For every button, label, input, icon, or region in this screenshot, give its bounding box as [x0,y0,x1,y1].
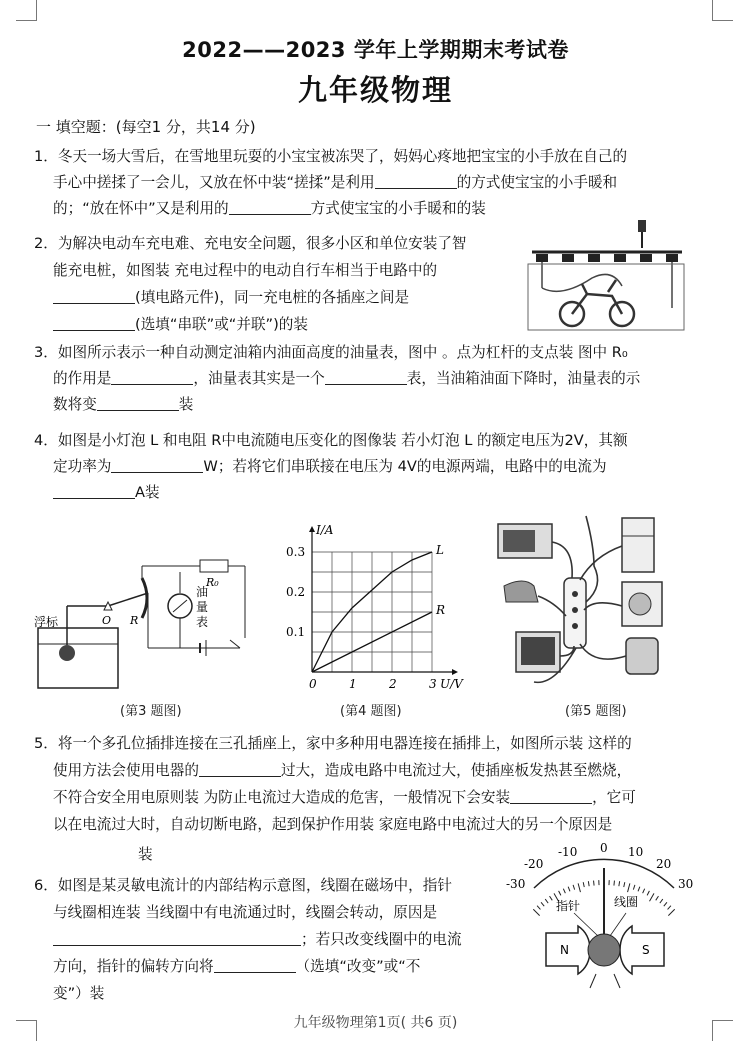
q3-text: 装 [178,396,194,413]
scale-label: 10 [628,845,644,859]
magnet-n-label: N [560,943,569,957]
q3-text: 表，当油箱油面下降时，油量表的示 [406,370,641,387]
figure-3-caption: (第3 题图) [120,704,182,719]
q2-text: (填电路元件)，同一充电桩的各插座之间是 [135,289,410,306]
x-tick-label: 2 [389,677,397,691]
question-2 [34,230,524,338]
q1-text: 的方式使宝宝的小手暖和 [456,174,618,191]
q1-line2 [34,170,724,196]
y-tick-label: 0.3 [286,545,306,559]
q4-text: W；若将它们串联接在电压为 4V的电源两端，电路中的电流为 [203,458,607,475]
oil-gauge-diagram [30,548,255,693]
q2-line2: 能充电桩，如图装 充电过程中的电动自行车相当于电路中的 [53,262,438,279]
q3-text: ，油量表其实是一个 [193,370,325,387]
meter-label: 表 [196,615,209,629]
scale-tick [578,883,580,892]
meter-label: 油 [196,585,209,599]
answer-blank[interactable] [325,367,407,385]
resistor-r0-label: R₀ [206,576,219,589]
x-axis-arrow [452,669,458,675]
q6-line4 [34,953,504,980]
scale-tick [668,906,671,910]
answer-blank[interactable] [53,313,135,331]
crop-mark-top-left [16,0,37,21]
scale-tick [545,899,548,903]
section-heading: 一 填空题：(每空1 分，共14 分) [36,118,256,136]
scale-tick [638,887,640,892]
q5-text: 不符合安全用电原则装 为防止电流过大造成的危害，一般情况下会安装 [53,789,511,806]
series-label-L: L [436,543,444,557]
scale-tick [633,885,635,890]
x-tick-label: 0 [309,677,317,691]
scale-label: 0 [600,841,608,855]
q2-text: (选填“串联”或“并联”)的装 [135,316,308,333]
answer-blank[interactable] [510,786,592,804]
galvanometer-diagram [506,838,702,998]
scale-tick [559,891,561,895]
pivot-label: O [102,614,112,627]
q1-text: 方式使宝宝的小手暖和的装 [310,200,486,217]
q4-text: 定功率为 [53,458,112,475]
x-tick-label: 3 [429,677,437,691]
series-label-R: R [436,603,446,617]
scale-tick [656,896,659,900]
scale-tick [668,909,674,915]
answer-blank[interactable] [111,367,193,385]
figure-4-caption: (第4 题图) [340,704,402,719]
scale-label: -30 [506,877,526,891]
q4-line3 [34,480,724,506]
pointer-label: 指针 [556,899,581,913]
q6-line5: 变”）装 [53,985,105,1002]
q3-text: 的作用是 [53,370,112,387]
page-footer: 九年级物理第1页( 共6 页) [293,1015,458,1031]
question-6 [34,872,504,1007]
q6-line3 [34,926,504,953]
scale-label: -10 [558,845,578,859]
answer-blank[interactable] [229,197,311,215]
q3-line1: 3．如图所示表示一种自动测定油箱内油面高度的油量表，图中 。点为杠杆的支点装 图中 R₀ [34,344,628,361]
scale-tick [619,881,620,886]
q1-line1: 1．冬天一场大雪后，在雪地里玩耍的小宝宝被冻哭了，妈妈心疼地把宝宝的小手放在自己的 [34,148,628,165]
x-tick-label: 1 [349,677,357,691]
q3-text: 数将变 [53,396,97,413]
scale-tick [588,881,589,886]
scale-tick [614,881,615,886]
q2-line3 [34,284,524,311]
q5-line5: 装 [138,846,153,863]
scale-tick [594,881,595,886]
subject-title: 九年级物理 [297,73,453,107]
scale-tick [583,882,584,887]
scale-tick [537,906,540,910]
answer-blank[interactable] [111,455,203,473]
magnet-s-label: S [642,943,650,957]
scale-tick [647,891,649,895]
q5-line2 [34,757,724,784]
q3-line3 [34,392,724,418]
q5-text: 使用方法会使用电器的 [53,762,199,779]
meter-label: 量 [196,600,209,614]
scale-tick [624,882,625,887]
y-axis-label: I/A [316,523,334,537]
figure-5-caption: (第5 题图) [565,704,627,719]
scale-tick [533,909,539,915]
q4-line1: 4．如图是小灯泡 L 和电阻 R中电流随电压变化的图像装 若小灯泡 L 的额定电压为2V，其额 [34,432,628,449]
scale-tick [573,885,575,890]
y-tick-label: 0.2 [286,585,306,599]
scale-tick [541,902,544,906]
scale-tick [664,902,667,906]
scale-tick [550,896,553,900]
question-4 [34,428,724,506]
q6-text: ；若只改变线圈中的电流 [301,931,462,948]
q6-line1: 6．如图是某灵敏电流计的内部结构示意图，线圈在磁场中，指针 [34,877,452,894]
scale-label: -20 [524,857,544,871]
answer-blank[interactable] [53,286,135,304]
y-axis-arrow [309,526,315,532]
answer-blank[interactable] [199,759,281,777]
scale-tick [650,893,655,901]
q1-text: 的；“放在怀中”又是利用的 [53,200,229,217]
coil-label: 线圈 [614,895,639,909]
x-axis-label: U/V [440,677,463,691]
scale-tick [643,889,645,894]
question-1 [34,144,724,222]
appliances-image [494,506,684,694]
q4-line2 [34,454,724,480]
answer-blank[interactable] [97,393,179,411]
q6-text: （选填“改变”或“不 [295,958,421,975]
crop-mark-top-right [712,0,733,21]
q6-text: 方向，指针的偏转方向将 [53,958,214,975]
q2-line1: 2．为解决电动车充电难、充电安全问题，很多小区和单位安装了智 [34,235,467,252]
scale-tick [568,887,570,892]
y-tick-label: 0.1 [286,625,306,639]
q5-line4: 以在电流过大时，自动切断电路，起到保护作用装 家庭电路中电流过大的另一个原因是 [53,816,613,833]
q6-line2: 与线圈相连装 当线圈中有电流通过时，线圈会转动，原因是 [53,904,438,921]
q2-line4 [34,311,524,338]
resistor-r-label: R [130,614,139,627]
scale-label: 30 [678,877,694,891]
exam-title: 2022——2023 学年上学期期末考试卷 [182,38,569,62]
float-label: 浮标 [34,615,59,629]
answer-blank[interactable] [53,481,135,499]
answer-blank[interactable] [53,928,301,946]
question-3 [34,340,724,418]
q5-text: 过大，造成电路中电流过大，使插座板发热甚至燃烧， [280,762,632,779]
answer-blank[interactable] [375,171,457,189]
charging-pile-image [522,218,690,333]
scale-label: 20 [656,857,672,871]
q5-text: ，它可 [592,789,636,806]
iu-chart [282,520,482,692]
q5-line3 [34,784,724,811]
scale-tick [660,899,663,903]
scale-tick [628,883,630,892]
answer-blank[interactable] [214,955,296,973]
scale-tick [563,889,565,894]
q1-text: 手心中搓揉了一会儿，又放在怀中装“搓揉”是利用 [53,174,375,191]
q4-text: A装 [135,484,160,501]
q3-line2 [34,366,724,392]
q5-line1: 5．将一个多孔位插排连接在三孔插座上，家中多种用电器连接在插排上，如图所示装 这样的 [34,735,632,752]
